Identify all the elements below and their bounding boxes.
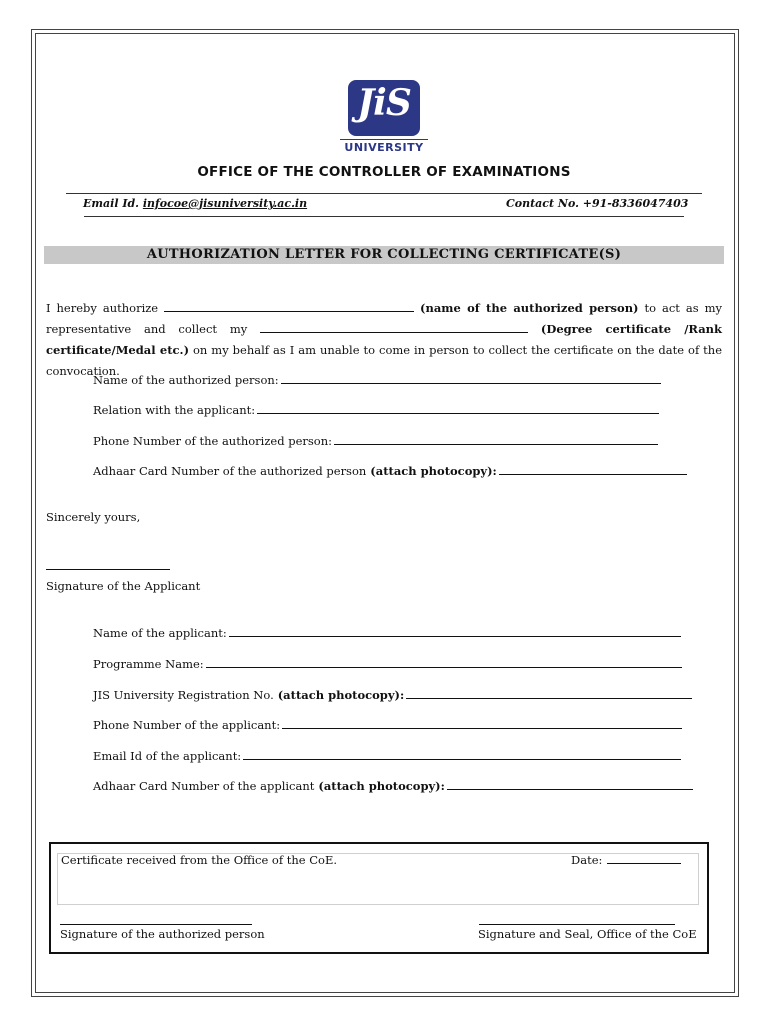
applicant-adhaar-label: Adhaar Card Number of the applicant [93, 779, 315, 793]
applicant-email-line[interactable] [243, 758, 681, 760]
applicant-email-field[interactable] [93, 749, 681, 763]
programme-label: Programme Name: [93, 657, 204, 671]
para-text-1: I hereby authorize [46, 301, 159, 315]
relation-line[interactable] [257, 412, 659, 414]
registration-field[interactable] [93, 688, 692, 702]
authorized-adhaar-label: Adhaar Card Number of the authorized person [93, 464, 367, 478]
para-text-3: to act as my representative and collect my [46, 301, 722, 336]
applicant-name-label: Name of the applicant: [93, 626, 227, 640]
authorized-adhaar-line[interactable] [499, 473, 687, 475]
authorized-name-label: Name of the authorized person: [93, 373, 279, 387]
authorization-paragraph [46, 298, 722, 382]
office-title: OFFICE OF THE CONTROLLER OF EXAMINATIONS [197, 164, 571, 180]
programme-field[interactable] [93, 657, 682, 671]
para-text-4: (Degree certificate /Rank certificate/Medal etc.) [46, 322, 723, 357]
para-text-5: on my behalf as I am unable to come in person to collect the certificate on the date of the convocation. [46, 343, 723, 378]
authorized-phone-field[interactable] [93, 434, 658, 448]
applicant-email-label: Email Id of the applicant: [93, 749, 242, 763]
applicant-phone-line[interactable] [282, 727, 682, 729]
programme-line[interactable] [206, 666, 682, 668]
authorized-name-field[interactable] [93, 373, 661, 387]
email-line [83, 197, 307, 210]
receipt-date-label: Date: [571, 853, 603, 867]
registration-label: JIS University Registration No. [93, 688, 274, 702]
applicant-adhaar-line[interactable] [447, 788, 693, 790]
email-link[interactable]: infocoe@jisuniversity.ac.in [142, 197, 308, 210]
office-signature-line[interactable] [479, 924, 675, 925]
applicant-signature-label: Signature of the Applicant [46, 579, 201, 593]
registration-line[interactable] [406, 697, 692, 699]
relation-field[interactable] [93, 403, 659, 417]
sincerely: Sincerely yours, [46, 510, 141, 524]
applicant-phone-field[interactable] [93, 718, 682, 732]
authorized-signature-line[interactable] [60, 924, 252, 925]
applicant-phone-label: Phone Number of the applicant: [93, 718, 281, 732]
applicant-name-line[interactable] [229, 635, 681, 637]
logo-mark: JiS [357, 82, 411, 124]
para-text-2: (name of the authorized person) [420, 301, 639, 315]
authorized-adhaar-field[interactable] [93, 464, 687, 478]
authorized-adhaar-note: (attach photocopy): [370, 464, 497, 478]
applicant-signature-line[interactable] [46, 569, 170, 570]
header-rule-bottom [84, 216, 684, 217]
applicant-name-field[interactable] [93, 626, 681, 640]
office-signature-label: Signature and Seal, Office of the CoE [478, 927, 697, 941]
logo-rule [340, 139, 428, 140]
letter-title: AUTHORIZATION LETTER FOR COLLECTING CERTIFICATE(S) [44, 246, 724, 264]
contact-number: Contact No. +91-8336047403 [506, 197, 689, 210]
university-logo [340, 80, 428, 158]
logo-text: UNIVERSITY [344, 141, 424, 154]
applicant-adhaar-note: (attach photocopy): [318, 779, 445, 793]
receipt-date-line[interactable] [607, 862, 681, 864]
authorized-person-blank[interactable] [164, 301, 414, 312]
applicant-adhaar-field[interactable] [93, 779, 693, 793]
header-rule-top [66, 193, 702, 194]
authorized-name-line[interactable] [281, 382, 661, 384]
email-label: Email Id. [83, 197, 140, 210]
authorized-phone-line[interactable] [334, 443, 658, 445]
registration-note: (attach photocopy): [277, 688, 405, 702]
authorized-signature-label: Signature of the authorized person [60, 927, 265, 941]
authorized-phone-label: Phone Number of the authorized person: [93, 434, 332, 448]
relation-label: Relation with the applicant: [93, 403, 256, 417]
received-text: Certificate received from the Office of the CoE. [61, 853, 337, 867]
certificate-type-blank[interactable] [260, 322, 528, 333]
receipt-date-field[interactable] [571, 853, 681, 867]
